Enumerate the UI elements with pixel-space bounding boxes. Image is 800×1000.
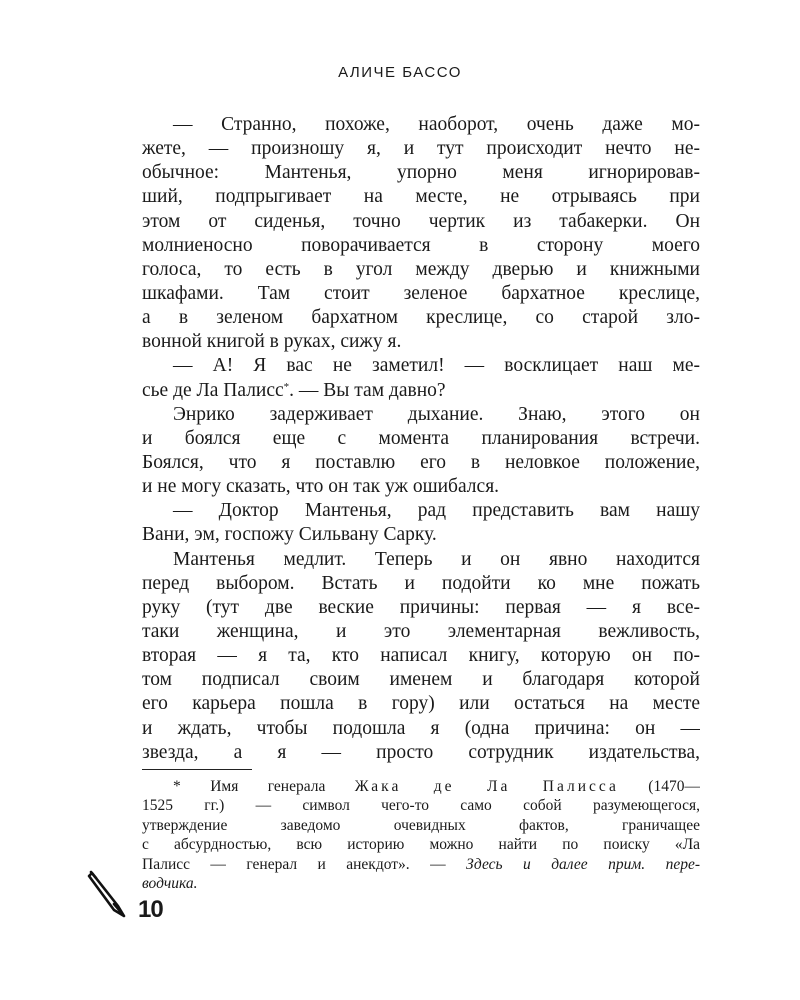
text-line: том подписал своим именем и благодаря которой [142,669,700,691]
text-line: вторая — я та, кто написал книгу, которую он по- [142,645,700,667]
footnote-divider [142,769,252,770]
text-line: — Доктор Мантенья, рад представить вам нашу [173,500,700,522]
text-line: ший, подпрыгивает на месте, не отрываясь при [142,186,700,208]
text-line: Энрико задерживает дыхание. Знаю, этого он [173,403,700,425]
footnote-line: утверждение заведомо очевидных фактов, граничащее [142,816,700,834]
text-line: этом от сиденья, точно чертик из табакерки. Он [142,210,700,232]
text-line: — А! Я вас не заметил! — восклицает наш ме- [173,355,700,377]
footnote-ref: * [283,380,290,393]
text-line: Мантенья медлит. Теперь и он явно находится [173,548,700,570]
body-text [142,113,700,765]
footnote-line: с абсурдностью, всю историю можно найти по поиску «Ла [142,836,700,854]
footnote-line [142,777,700,796]
text-line: вонной книгой в руках, сижу я. [142,331,402,353]
footnote-name: Жака де Ла Палисса [354,778,619,795]
footnote-text: Палисс — генерал и анекдот». — [142,855,467,873]
text-line: и ждать, чтобы подошла я (одна причина: он — [142,717,700,739]
footnote-text: Имя генерала [210,778,355,795]
text-fragment: сье де Ла Палисс [142,379,284,401]
text-line: а в зеленом бархатном креслице, со старой зло- [142,307,700,329]
text-line: шкафами. Там стоит зеленое бархатное креслице, [142,282,700,304]
running-head: АЛИЧЕ БАССО [338,64,462,81]
footnote-line: 1525 гг.) — символ чего-то само собой разумеющегося, [142,797,700,815]
text-fragment: . — Вы там давно? [289,379,446,401]
footnote-line: водчика. [142,874,198,892]
footnote-line [142,855,700,874]
text-line: перед выбором. Встать и подойти ко мне пожать [142,572,700,594]
text-line [142,379,700,403]
text-line: руку (тут две веские причины: первая — я все- [142,596,700,618]
text-line: голоса, то есть в угол между дверью и книжными [142,258,700,280]
text-line: и боялся еще с момента планирования встречи. [142,427,700,449]
page-number: 10 [138,896,163,923]
footnote [142,777,700,893]
text-line: Вани, эм, госпожу Сильвану Сарку. [142,524,437,546]
text-line: и не могу сказать, что он так уж ошибался. [142,476,500,498]
text-line: молниеносно поворачивается в сторону моего [142,234,700,256]
text-line: звезда, а я — просто сотрудник издательства, [142,741,700,763]
text-line: — Странно, похоже, наоборот, очень даже мо- [173,114,700,135]
footnote-text: (1470— [618,778,700,795]
text-line: жете, — произношу я, и тут происходит нечто не- [142,138,700,160]
text-line: обычное: Мантенья, упорно меня игнорировав- [142,162,700,184]
footnote-note: Здесь и далее прим. пере- [466,855,700,873]
text-line: его карьера пошла в гору) или остаться на месте [142,693,700,715]
text-line: таки женщина, и это элементарная вежливость, [142,620,700,642]
footnote-marker: * [173,778,181,795]
text-line: Боялся, что я поставлю его в неловкое положение, [142,451,700,473]
pen-icon [86,868,130,920]
